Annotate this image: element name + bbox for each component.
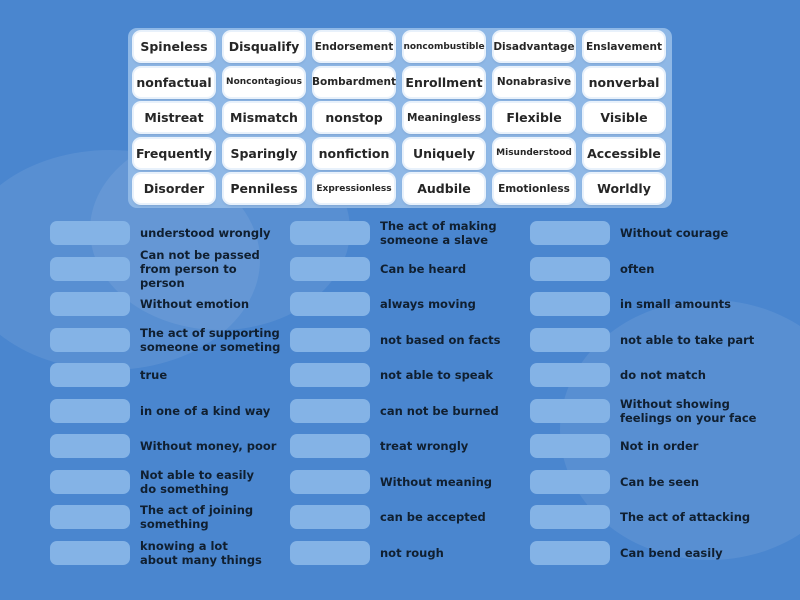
clue-text: can be accepted: [380, 510, 486, 524]
word-tile[interactable]: nonverbal: [584, 68, 664, 97]
clue-text: The act of making someone a slave: [380, 219, 497, 247]
answer-slot[interactable]: [50, 505, 130, 529]
clue-text: Without courage: [620, 226, 729, 240]
word-tile[interactable]: Noncontagious: [224, 68, 304, 97]
answer-slot[interactable]: [290, 221, 370, 245]
answer-slot[interactable]: [290, 363, 370, 387]
word-tile[interactable]: Nonabrasive: [494, 68, 574, 97]
answer-slot[interactable]: [530, 505, 610, 529]
clue-text: The act of joining something: [140, 503, 254, 531]
answer-slot[interactable]: [530, 541, 610, 565]
clue-text: do not match: [620, 368, 706, 382]
word-tile[interactable]: Emotionless: [494, 174, 574, 203]
word-tile[interactable]: Audbile: [404, 174, 484, 203]
clue-text: not based on facts: [380, 332, 501, 347]
answer-slot[interactable]: [50, 470, 130, 494]
clue-text: Without money, poor: [140, 439, 277, 453]
clue-text: not able to take part: [620, 332, 755, 347]
word-tile[interactable]: Enslavement: [584, 32, 664, 61]
word-tile[interactable]: Disorder: [134, 174, 214, 203]
clue-text: The act of attacking: [620, 510, 751, 524]
clue-text: Can not be passed from person to person: [140, 247, 260, 290]
answer-slot[interactable]: [290, 505, 370, 529]
clue-text: not able to speak: [380, 368, 494, 382]
word-tile[interactable]: Disadvantage: [494, 32, 574, 61]
clue-text: in small amounts: [620, 297, 731, 311]
clue-text: knowing a lot about many things: [140, 538, 262, 567]
answer-slot[interactable]: [50, 541, 130, 565]
word-tile[interactable]: Mismatch: [224, 103, 304, 132]
word-tile[interactable]: Visible: [584, 103, 664, 132]
clue-text: Can be heard: [380, 261, 467, 276]
clue-text: always moving: [380, 297, 476, 311]
word-tile[interactable]: Flexible: [494, 103, 574, 132]
answer-slot[interactable]: [530, 292, 610, 316]
word-tile[interactable]: Accessible: [584, 139, 664, 168]
clue-text: Can be seen: [620, 474, 700, 489]
clue-text: often: [620, 261, 655, 276]
answer-slot[interactable]: [290, 470, 370, 494]
answer-slot[interactable]: [290, 328, 370, 352]
clue-text: understood wrongly: [140, 226, 271, 240]
answer-slot[interactable]: [50, 363, 130, 387]
answer-slot[interactable]: [50, 434, 130, 458]
word-tile[interactable]: Disqualify: [224, 32, 304, 61]
answer-slot[interactable]: [530, 434, 610, 458]
answer-slot[interactable]: [50, 292, 130, 316]
clue-text: treat wrongly: [380, 439, 469, 453]
answer-slot[interactable]: [50, 399, 130, 423]
answer-slot[interactable]: [530, 470, 610, 494]
word-tile[interactable]: Endorsement: [314, 32, 394, 61]
answer-slot[interactable]: [290, 292, 370, 316]
answer-slot[interactable]: [530, 399, 610, 423]
word-tile[interactable]: Worldly: [584, 174, 664, 203]
word-tile[interactable]: Misunderstood: [494, 139, 574, 168]
clue-text: Without emotion: [140, 297, 250, 311]
word-tile[interactable]: Penniless: [224, 174, 304, 203]
answer-slot[interactable]: [50, 328, 130, 352]
answer-slot[interactable]: [290, 541, 370, 565]
word-tile[interactable]: nonfiction: [314, 139, 394, 168]
answer-slot[interactable]: [50, 221, 130, 245]
answer-slot[interactable]: [530, 363, 610, 387]
word-tile[interactable]: nonstop: [314, 103, 394, 132]
word-tile[interactable]: Frequently: [134, 139, 214, 168]
word-tile[interactable]: Spineless: [134, 32, 214, 61]
word-tile[interactable]: nonfactual: [134, 68, 214, 97]
word-tile[interactable]: Mistreat: [134, 103, 214, 132]
word-tile[interactable]: noncombustible: [404, 32, 484, 61]
word-tile[interactable]: Expressionless: [314, 174, 394, 203]
answer-slot[interactable]: [290, 399, 370, 423]
clue-text: Without meaning: [380, 474, 492, 489]
clue-text: Not in order: [620, 439, 699, 453]
clue-text: can not be burned: [380, 403, 499, 418]
clue-text: The act of supporting someone or someting: [140, 325, 281, 354]
clue-text: Not able to easily do something: [140, 467, 254, 496]
word-bank-panel: [128, 28, 672, 208]
clue-text: true: [140, 368, 168, 382]
clue-text: in one of a kind way: [140, 403, 271, 418]
word-tile[interactable]: Sparingly: [224, 139, 304, 168]
answer-slot[interactable]: [530, 257, 610, 281]
clue-text: Without showing feelings on your face: [620, 396, 757, 425]
answer-slot[interactable]: [290, 434, 370, 458]
clue-text: Can bend easily: [620, 545, 723, 560]
answer-slot[interactable]: [50, 257, 130, 281]
word-tile[interactable]: Bombardment: [314, 68, 394, 97]
word-tile[interactable]: Uniquely: [404, 139, 484, 168]
answer-slot[interactable]: [530, 328, 610, 352]
word-tile[interactable]: Enrollment: [404, 68, 484, 97]
clue-text: not rough: [380, 545, 444, 560]
word-tile[interactable]: Meaningless: [404, 103, 484, 132]
answer-slot[interactable]: [290, 257, 370, 281]
answer-slot[interactable]: [530, 221, 610, 245]
